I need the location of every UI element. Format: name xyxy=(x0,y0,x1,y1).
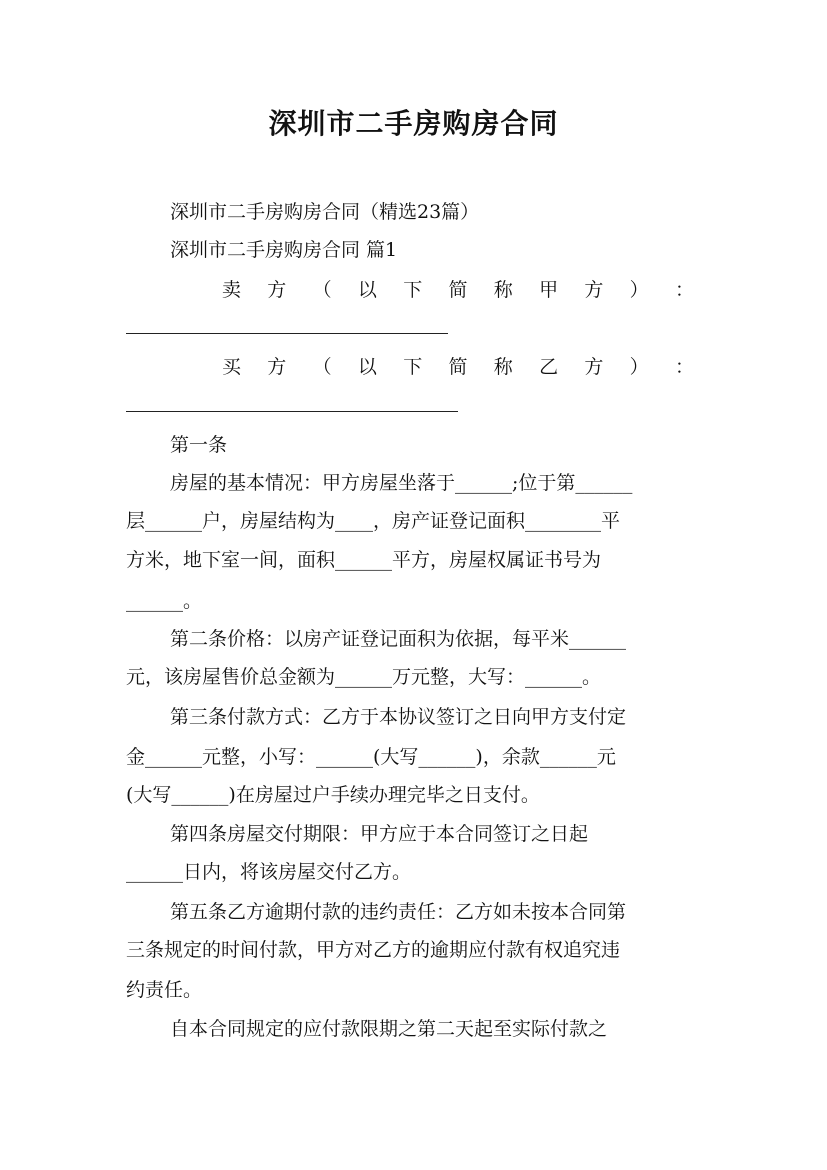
buyer-label xyxy=(222,355,694,379)
buyer-label-char: 乙 xyxy=(539,356,559,378)
article3-line: 金______元整，小写：______(大写______)，余款______元 xyxy=(126,746,616,768)
buyer-label-char: 下 xyxy=(403,356,423,378)
buyer-label-char: 以 xyxy=(357,356,377,378)
buyer-blank-line xyxy=(126,411,458,412)
article1-line: 房屋的基本情况：甲方房屋坐落于______;位于第______ xyxy=(170,472,633,494)
buyer-label-char: 方 xyxy=(584,356,604,378)
article3-line: (大写______)在房屋过户手续办理完毕之日支付。 xyxy=(126,784,540,806)
article3-line: 第三条付款方式：乙方于本协议签订之日向甲方支付定 xyxy=(170,706,627,728)
seller-label-char: ： xyxy=(674,279,694,301)
buyer-label-char: 简 xyxy=(448,356,468,378)
buyer-label-char: ： xyxy=(674,356,694,378)
buyer-label-char: 买 xyxy=(222,356,242,378)
seller-label-char: 称 xyxy=(493,279,513,301)
seller-label-char: ） xyxy=(629,279,649,301)
seller-label-char: 卖 xyxy=(222,279,242,301)
article1-line: 层______户，房屋结构为____，房产证登记面积________平 xyxy=(126,510,621,532)
document-subtitle: 深圳市二手房购房合同（精选23篇） xyxy=(170,201,480,223)
article5-line: 约责任。 xyxy=(126,979,203,1001)
section-heading: 深圳市二手房购房合同 篇1 xyxy=(170,239,398,261)
seller-label xyxy=(222,278,694,302)
article1-line: ______。 xyxy=(126,590,203,612)
article2-line: 元，该房屋售价总金额为______万元整，大写：______。 xyxy=(126,666,602,688)
article1-heading: 第一条 xyxy=(170,434,228,456)
seller-blank-line xyxy=(126,333,448,334)
seller-label-char: 方 xyxy=(267,279,287,301)
seller-label-char: 甲 xyxy=(539,279,559,301)
buyer-label-char: 称 xyxy=(493,356,513,378)
article4-line: ______日内，将该房屋交付乙方。 xyxy=(126,861,412,883)
article5-line: 三条规定的时间付款，甲方对乙方的逾期应付款有权追究违 xyxy=(126,939,621,961)
article4-line: 第四条房屋交付期限：甲方应于本合同签订之日起 xyxy=(170,823,589,845)
seller-label-char: 下 xyxy=(403,279,423,301)
document-title: 深圳市二手房购房合同 xyxy=(268,107,559,140)
buyer-label-char: 方 xyxy=(267,356,287,378)
seller-label-char: 简 xyxy=(448,279,468,301)
article5-line: 第五条乙方逾期付款的违约责任：乙方如未按本合同第 xyxy=(170,901,627,923)
buyer-label-char: （ xyxy=(312,356,332,378)
seller-label-char: 以 xyxy=(357,279,377,301)
buyer-label-char: ） xyxy=(629,356,649,378)
article2-line: 第二条价格：以房产证登记面积为依据，每平米______ xyxy=(170,628,627,650)
seller-label-char: 方 xyxy=(584,279,604,301)
article1-line: 方米，地下室一间，面积______平方，房屋权属证书号为 xyxy=(126,549,602,571)
seller-label-char: （ xyxy=(312,279,332,301)
continuation-line: 自本合同规定的应付款限期之第二天起至实际付款之 xyxy=(170,1018,608,1040)
